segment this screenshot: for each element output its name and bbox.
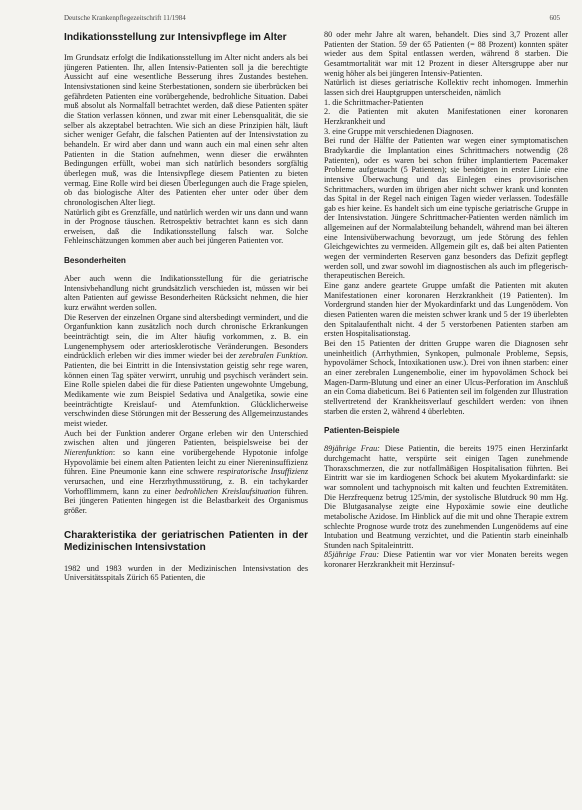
- emphasis: bedrohlichen Kreislaufsituation: [174, 486, 281, 496]
- paragraph: Eine ganz andere geartete Gruppe umfaßt die Patienten mit akuten Manifestationen einer koronaren Herzkrankheit (19 Patienten). Im Vordergrund standen hier der Myokardinfarkt und das Lungenödem. Von diesen Patienten waren die meisten schwer krank und 5 der 19 überlebten den Spitalaufenthalt nicht. 4 der 5 verstorbenen Patienten starben am ersten Hospitalisationstag.: [324, 281, 568, 339]
- list-item: 1. die Schrittmacher-Patienten: [324, 97, 424, 107]
- paragraph: Bei rund der Hälfte der Patienten war wegen einer symptomatischen Bradykardie die Implantation eines Schrittmachers notwendig (28 Patienten), oder es waren bei schon früher implantiertem Pacemaker Probleme aufgetaucht (5 Patienten); sie benötigten in erster Linie eine intensive Überwachung und das Einlegen eines provisorischen Schrittmachers, wurden im übrigen aber nicht schwer krank und konnten das Spital in der Regel nach einigen Tagen wieder verlassen. Todesfälle gab es hier keine. Es handelt sich um eine typische geriatrische Gruppe in der Intensivstation. Jüngere Schrittmacher-Patienten werden nämlich im allgemeinen auf der Normalabteilung behandelt, während man bei älteren eine Intensivüberwachung bevorzugt, um jede Störung des fehlen Gleichgewichtes zu vermeiden. Allgemein gilt es, daß bei alten Patienten wegen der verminderten Reserven ganz besonders das Defizit gepflegt werden soll, und zwar sowohl im diagnostischen als auch im pflegerisch-therapeutischen Bereich.: [324, 136, 568, 281]
- case-label: 89jährige Frau:: [324, 444, 380, 454]
- running-header: [64, 14, 560, 24]
- paragraph: Aber auch wenn die Indikationsstellung für die geriatrische Intensivbehandlung nicht grundsätzlich verschieden ist, müssen wir bei alten Patienten auf gewisse Besonderheiten Rücksicht nehmen, die hier kurz erwähnt werden sollen.: [64, 274, 308, 313]
- journal-name: Deutsche Krankenpflegezeitschrift 11/1984: [64, 14, 186, 22]
- section-title-charakteristika: Charakteristika der geriatrischen Patienten in der Medizinischen Intensivstation: [64, 529, 308, 553]
- paragraph: 1982 und 1983 wurden in der Medizinischen Intensivstation des Universitätsspitals Zürich 65 Patienten, die: [64, 563, 308, 583]
- section-title-indikation: Indikationsstellung zur Intensivpflege im Alter: [64, 32, 287, 43]
- case-label: 85jährige Frau:: [324, 550, 380, 560]
- paragraph: Natürlich gibt es Grenzfälle, und natürlich werden wir uns dann und wann in der Prognose täuschen. Retrospektiv betrachtet kann es sich dann erweisen, daß die Indikationsstellung falsch war. Solche Fehleinschätzungen kommen aber auch bei jüngeren Patienten vor.: [64, 207, 308, 246]
- paragraph: Natürlich ist dieses geriatrische Kollektiv recht inhomogen. Immerhin lassen sich drei Hauptgruppen unterscheiden, nämlich: [324, 78, 568, 97]
- page-number: 605: [549, 14, 560, 22]
- paragraph: Im Grundsatz erfolgt die Indikationsstellung im Alter nicht anders als bei jüngeren Patienten. Ihr, allen Intensiv-Patienten soll ja die berechtigte Aussicht auf eine wesentliche Besserung ihres Zustandes bestehen. Intensivstationen sind keine Sterbestationen, sondern sie überbrücken bei gefährdeten Patienten eine vorübergehende, bedrohliche Situation. Dabei muß absolut als Normalfall betrachtet werden, daß diese Patienten später die Station verlassen können, und zwar mit einer Lebensqualität, die sie selber als akzeptabel betrachten. Wie sich an diese Prinzipien hält, läuft sicher weniger Gefahr, die falschen Patienten auf der Intensivstation zu behandeln. Er wird aber dann und wann auch ein mal einen sehr alten Patienten in die Station aufnehmen, wenn dieser die erwähnten Bedingungen erfüllt, wobei man sich natürlich besonders sorgfältig überlegen muß, was die Intensivpflege diesem Patienten zu bieten vermag. Eine Rolle wird bei diesen Überlegungen auch die Frage spielen, ob das biologische Alter des Patienten eher unter oder über dem chronologischen Alter liegt.: [64, 53, 308, 207]
- emphasis: Nierenfunktion: [64, 447, 113, 457]
- paragraph: 89jährige Frau: Diese Patientin, die bereits 1975 einen Herzinfarkt durchgemacht hatte, verspürte seit einigen Tagen zunehmende Thoraxschmerzen, die zur notfallmäßigen Hospitalisation führten. Bei Eintritt war sie im kardiogenen Schock bei akutem Myokardinfarkt: sie war somnolent und tachypnoisch mit kalten und feuchten Extremitäten. Die Herzfrequenz betrug 125/min, der systolische Blutdruck 90 mm Hg. Die Blutgasanalyse zeigte eine Hypoxämie sowie eine deutliche metabolische Azidose. Im Hinblick auf die mit und ohne Therapie extrem schlechte Prognose wurde trotz des zunehmenden Lungenödems auf eine Intubation und Beatmung verzichtet, und die Patientin starb eineinhalb Stunden nach Spitaleintritt.: [324, 444, 568, 550]
- paragraph: 85jährige Frau: Diese Patientin war vor vier Monaten bereits wegen koronarer Herzkrankheit mit Herzinsuf-: [324, 550, 568, 570]
- left-column: [64, 30, 308, 800]
- list-item: 2. die Patienten mit akuten Manifestationen einer koronaren Herzkrankheit und: [324, 107, 568, 126]
- paragraph: 80 oder mehr Jahre alt waren, behandelt. Dies sind 3,7 Prozent aller Patienten der Station. 59 der 65 Patienten (= 88 Prozent) konnten später wieder aus dem Spital entlassen werden, während 8 starben. Die Gesamtmortalität war mit 12 Prozent in dieser Altersgruppe aber nur wenig höher als bei jüngeren Intensiv-Patienten.: [324, 30, 568, 78]
- paragraph: Die Reserven der einzelnen Organe sind altersbedingt vermindert, und die Organfunktion kann zusätzlich noch durch chronische Erkrankungen beeinträchtigt sein, die im Alter häufig vorkommen, z. B. ein Lungenemphysem oder arteriosklerotische Veränderungen. Besonders eindrücklich erleben wir dies immer wieder bei der zerebralen Funktion. Patienten, die bei Eintritt in die Intensivstation geistig sehr rege waren, können einen Tag später verwirrt, unruhig und psychisch verändert sein. Eine Rolle spielen dabei die für diese Patienten ungewohnte Umgebung, Medikamente wie zum Beispiel Sedativa und Analgetika, sowie eine beeinträchtigte Kreislauf- und Atemfunktion. Glücklicherweise verschwinden diese Störungen mit der Besserung des Allgemeinzustandes meist wieder.: [64, 312, 308, 428]
- emphasis: zerebralen Funktion.: [238, 351, 308, 361]
- emphasis: respiratorische Insuffizienz: [217, 467, 308, 477]
- paragraph: Auch bei der Funktion anderer Organe erleben wir den Unterschied zwischen alten und jüngeren Patienten, beispielsweise bei der Nierenfunktion: so kann eine vorübergehende Hypotonie infolge Hypovolämie bei einem alten Patienten leicht zu einer Niereninsuffizienz führen. Eine Pneumonie kann eine schwere respiratorische Insuffizienz verursachen, und eine Herzrhythmusstörung, z. B. ein tachykarder Vorhofflimmern, kann zu einer bedrohlichen Kreislaufsituation führen. Bei jüngeren Patienten hingegen ist die Belastbarkeit des Organismus größer.: [64, 428, 308, 515]
- list-item: 3. eine Gruppe mit verschiedenen Diagnosen.: [324, 126, 474, 136]
- subheading-besonderheiten: Besonderheiten: [64, 256, 126, 266]
- paragraph: Bei den 15 Patienten der dritten Gruppe waren die Diagnosen sehr uneinheitlich (Arrhythmien, Synkopen, pulmonale Probleme, Sepsis, hypovolämer Schock, Intoxikationen usw.). Drei von ihnen starben: einer an einer zerebralen Lungenembolie, einer im hypovolämen Schock bei Magen-Darm-Blutung und einer an einer Ulcus-Perforation im Anschluß an ein Coma diabeticum. Bei 6 Patienten seil im folgenden zur Illustration stellvertretend der Krankheitsverlauf geschildert werden: von ihnen starben die ersten 2, während 4 überlebten.: [324, 339, 568, 416]
- right-column: [324, 30, 568, 800]
- subheading-patienten-beispiele: Patienten-Beispiele: [324, 426, 400, 436]
